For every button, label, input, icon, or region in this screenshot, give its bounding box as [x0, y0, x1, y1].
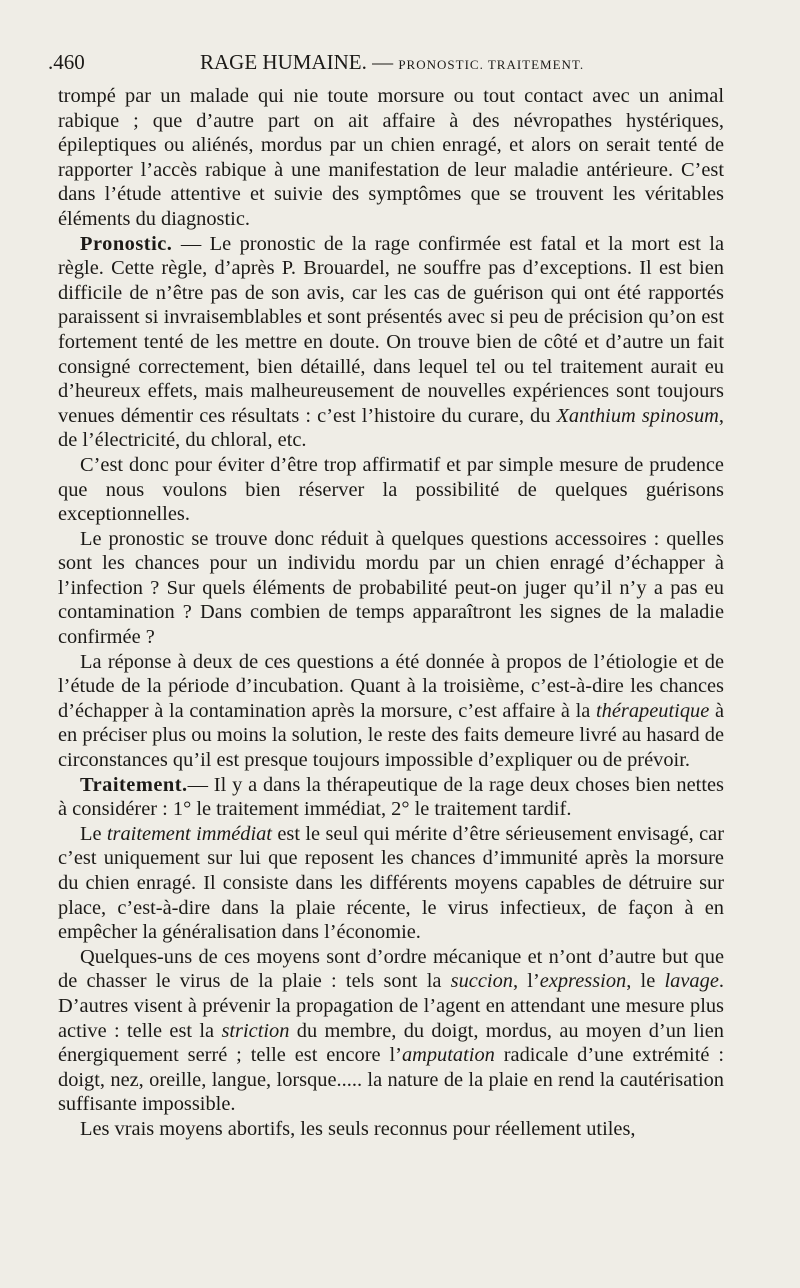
text-run: Le — [80, 822, 107, 845]
running-title-dash: — — [372, 50, 394, 74]
running-header — [48, 50, 728, 80]
text-run: , l’ — [512, 970, 540, 993]
text-run: — Le pronostic de la rage confirmée est fatal et la mort est la règle. Cette règle, d’après P. Brouardel, ne souffre pas d’exceptions. Il est bien difficile de n’être pas de son avis, car les cas de guérison qui ont été rapportés paraissent si invraisemblables et sont présentés avec si peu de précision qu’on est fortement tenté de les mettre en doute. On trouve bien de côté et d’autre un fait consigné correctement, bien détaillé, dans lequel tel ou tel traitement aurait eu d’heureux effets, mais malheureusement de nouvelles expériences sont toujours venues démentir ces résultats : c’est l’histoire du curare, du — [58, 232, 724, 427]
paragraph — [58, 453, 724, 527]
text-run: Les vrais moyens abortifs, les seuls reconnus pour réellement utiles, — [80, 1117, 636, 1140]
text-run: Le pronostic se trouve donc réduit à quelques questions accessoires : quelles sont les chances pour un individu mordu par un chien enragé d’échapper à l’infection ? Sur quels éléments de probabilité peut-on juger qu’il n’y a pas eu contamination ? Dans combien de temps apparaîtront les signes de la maladie confirmée ? — [58, 527, 724, 649]
text-run: Quelques-uns de ces moyens sont d’ordre mécanique et n’ont d’autre but que de chasser le virus de la plaie : tels sont la — [58, 945, 724, 993]
running-title-sub: PRONOSTIC. TRAITEMENT. — [398, 57, 585, 72]
text-run: , le — [626, 970, 665, 993]
paragraph — [58, 945, 724, 1117]
italic-term: thérapeutique — [596, 699, 710, 722]
italic-term: striction — [221, 1019, 290, 1042]
text-run: , de l’électricité, du chloral, etc. — [58, 404, 724, 452]
italic-term: expression — [539, 970, 627, 993]
paragraph — [58, 527, 724, 650]
italic-term: succion — [450, 970, 513, 993]
paragraph — [58, 773, 724, 822]
italic-term: amputation — [401, 1044, 495, 1067]
paragraph — [58, 822, 724, 945]
italic-term: lavage — [664, 970, 719, 993]
text-run: — Il y a dans la thérapeutique de la rage deux choses bien nettes à considérer : 1° le traitement immédiat, 2° le traitement tardif. — [58, 773, 724, 821]
text-run: La réponse à deux de ces questions a été donnée à propos de l’étiologie et de l’étude de la période d’incubation. Quant à la troisième, c’est-à-dire les chances d’échapper à la contamination après la morsure, c’est affaire à la — [58, 650, 724, 722]
body-text — [58, 84, 724, 1142]
paragraph — [58, 84, 724, 232]
paragraph — [58, 1117, 724, 1142]
text-run: trompé par un malade qui nie toute morsure ou tout contact avec un animal rabique ; que d’autre part on ait affaire à des névropathes hystériques, épileptiques ou aliénés, mordus par un chien enragé, et alors on serait tenté de rapporter l’accès rabique à une manifestation de leur maladie antérieure. C’est dans l’étude attentive et suivie des symptômes que se trouvent les véritables éléments du diagnostic. — [58, 85, 724, 230]
text-run: du membre, du doigt, mordus, au moyen d’un lien énergiquement serré ; telle est encore l’ — [58, 1019, 725, 1067]
paragraph — [58, 650, 724, 773]
page-number: .460 — [48, 50, 85, 74]
italic-term: traitement immédiat — [106, 822, 272, 845]
section-heading: Traitement. — [80, 773, 188, 796]
text-run: est le seul qui mérite d’être sérieusement envisagé, car c’est uniquement sur lui que reposent les chances d’immunité après la morsure du chien enragé. Il consiste dans les différents moyens capables de détruire sur place, c’est-à-dire dans la plaie récente, le virus infectieux, de façon à en empêcher la généralisation dans l’économie. — [58, 822, 724, 944]
text-run: C’est donc pour éviter d’être trop affirmatif et par simple mesure de prudence que nous voulons bien réserver la possibilité de quelques guérisons exceptionnelles. — [58, 453, 724, 526]
italic-term: Xanthium spinosum — [556, 404, 719, 427]
running-title — [200, 50, 584, 75]
paragraph — [58, 232, 724, 453]
section-heading: Pronostic. — [80, 232, 173, 255]
running-title-main: RAGE HUMAINE. — [200, 50, 367, 74]
text-run: à en préciser plus ou moins la solution, le reste des faits demeure livré au hasard de circonstances qu’il est presque toujours impossible d’expliquer ou de prévoir. — [58, 699, 724, 772]
text-run: radicale d’une extrémité : doigt, nez, oreille, langue, lorsque..... la nature de la plaie en rend la cautérisation suffisante impossible. — [58, 1044, 724, 1116]
text-run: . D’autres visent à prévenir la propagation de l’agent en attendant une mesure plus active : telle est la — [58, 970, 724, 1042]
